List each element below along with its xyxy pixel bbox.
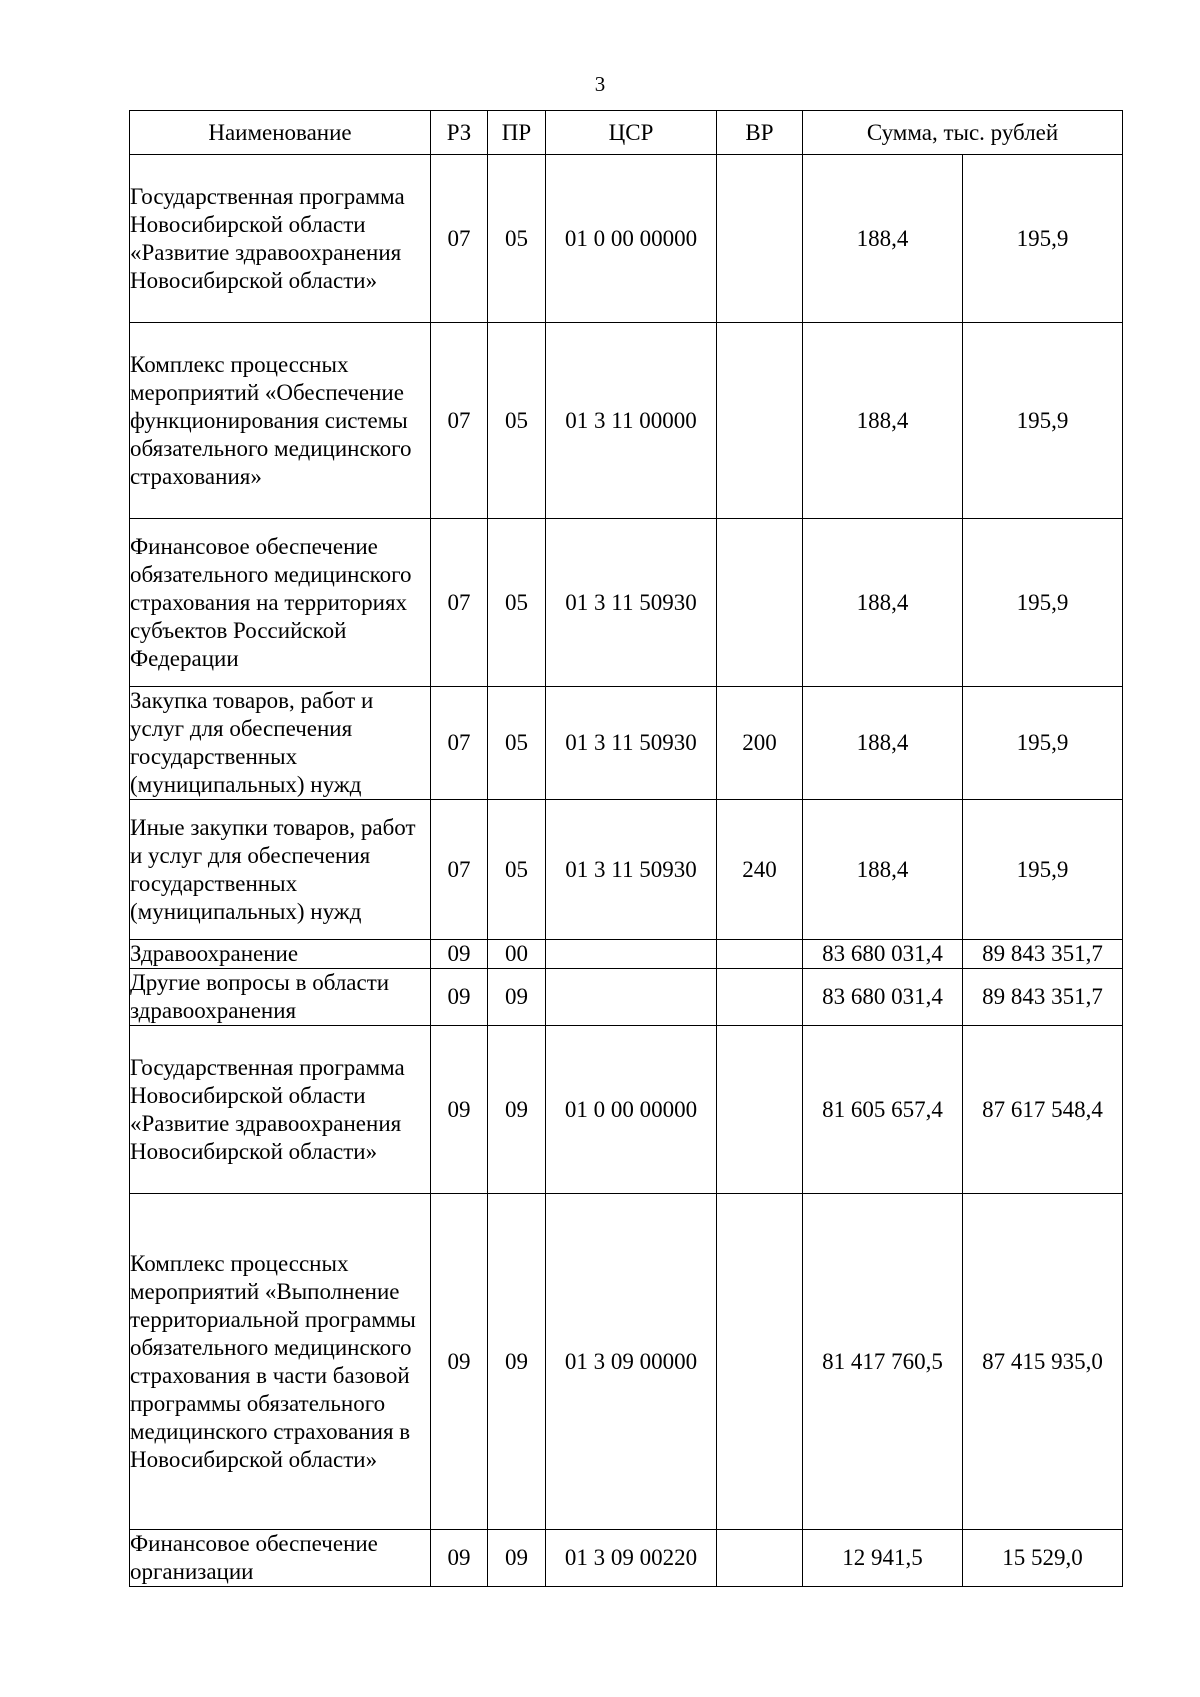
row-name: Государственная программа Новосибирской области «Развитие здравоохранения Новосибирской области»: [130, 155, 431, 323]
row-rz: 09: [431, 1194, 488, 1530]
row-sum-2: 195,9: [963, 687, 1123, 800]
row-rz: 07: [431, 519, 488, 687]
row-pr: 09: [488, 1026, 546, 1194]
row-vr: [717, 323, 803, 519]
row-rz: 07: [431, 800, 488, 940]
row-csr: 01 3 11 50930: [546, 519, 717, 687]
header-vr: ВР: [717, 111, 803, 155]
row-vr: [717, 940, 803, 969]
header-rz: РЗ: [431, 111, 488, 155]
row-pr: 05: [488, 519, 546, 687]
row-csr: 01 3 11 50930: [546, 687, 717, 800]
row-pr: 05: [488, 800, 546, 940]
row-pr: 09: [488, 1194, 546, 1530]
row-vr: [717, 1530, 803, 1587]
page-number: 3: [594, 72, 606, 96]
header-name: Наименование: [130, 111, 431, 155]
row-sum-2: 195,9: [963, 800, 1123, 940]
table-row: [130, 519, 1123, 687]
row-csr: 01 0 00 00000: [546, 1026, 717, 1194]
row-csr: 01 3 11 50930: [546, 800, 717, 940]
row-vr: [717, 969, 803, 1026]
header-pr: ПР: [488, 111, 546, 155]
row-pr: 09: [488, 1530, 546, 1587]
budget-table: [129, 110, 1123, 1587]
row-csr: 01 3 09 00220: [546, 1530, 717, 1587]
row-name: Иные закупки товаров, работ и услуг для обеспечения государственных (муниципальных) нужд: [130, 800, 431, 940]
row-sum-1: 188,4: [803, 687, 963, 800]
table-row: [130, 1026, 1123, 1194]
row-sum-1: 83 680 031,4: [803, 940, 963, 969]
row-sum-1: 188,4: [803, 323, 963, 519]
row-pr: 09: [488, 969, 546, 1026]
row-csr: [546, 940, 717, 969]
row-pr: 05: [488, 155, 546, 323]
row-csr: [546, 969, 717, 1026]
row-csr: 01 0 00 00000: [546, 155, 717, 323]
row-sum-2: 15 529,0: [963, 1530, 1123, 1587]
header-sum: Сумма, тыс. рублей: [803, 111, 1123, 155]
row-csr: 01 3 11 00000: [546, 323, 717, 519]
row-name: Другие вопросы в области здравоохранения: [130, 969, 431, 1026]
row-rz: 07: [431, 323, 488, 519]
row-sum-1: 188,4: [803, 800, 963, 940]
row-sum-2: 195,9: [963, 323, 1123, 519]
table-row: [130, 323, 1123, 519]
row-rz: 07: [431, 155, 488, 323]
row-name: Финансовое обеспечение обязательного медицинского страхования на территориях субъектов Российской Федерации: [130, 519, 431, 687]
table-row: [130, 940, 1123, 969]
row-sum-1: 188,4: [803, 155, 963, 323]
row-rz: 07: [431, 687, 488, 800]
row-vr: 200: [717, 687, 803, 800]
row-name: Комплекс процессных мероприятий «Обеспечение функционирования системы обязательного медицинского страхования»: [130, 323, 431, 519]
row-name: Закупка товаров, работ и услуг для обеспечения государственных (муниципальных) нужд: [130, 687, 431, 800]
row-name: Финансовое обеспечение организации: [130, 1530, 431, 1587]
row-vr: [717, 519, 803, 687]
row-sum-2: 87 617 548,4: [963, 1026, 1123, 1194]
row-name: Комплекс процессных мероприятий «Выполнение территориальной программы обязательного медицинского страхования в части базовой программы обязательного медицинского страхования в Новосибирской области»: [130, 1194, 431, 1530]
row-sum-2: 87 415 935,0: [963, 1194, 1123, 1530]
table-row: [130, 969, 1123, 1026]
row-sum-2: 195,9: [963, 519, 1123, 687]
row-sum-2: 89 843 351,7: [963, 969, 1123, 1026]
row-sum-2: 89 843 351,7: [963, 940, 1123, 969]
row-sum-2: 195,9: [963, 155, 1123, 323]
row-name: Государственная программа Новосибирской области «Развитие здравоохранения Новосибирской области»: [130, 1026, 431, 1194]
row-name: Здравоохранение: [130, 940, 431, 969]
row-sum-1: 81 605 657,4: [803, 1026, 963, 1194]
row-vr: [717, 155, 803, 323]
row-vr: [717, 1026, 803, 1194]
row-sum-1: 83 680 031,4: [803, 969, 963, 1026]
row-rz: 09: [431, 1026, 488, 1194]
row-sum-1: 12 941,5: [803, 1530, 963, 1587]
header-row: [130, 111, 1123, 155]
row-csr: 01 3 09 00000: [546, 1194, 717, 1530]
row-rz: 09: [431, 940, 488, 969]
row-rz: 09: [431, 1530, 488, 1587]
table-row: [130, 1530, 1123, 1587]
header-csr: ЦСР: [546, 111, 717, 155]
row-rz: 09: [431, 969, 488, 1026]
row-pr: 00: [488, 940, 546, 969]
row-sum-1: 188,4: [803, 519, 963, 687]
table-row: [130, 800, 1123, 940]
table-row: [130, 687, 1123, 800]
table-row: [130, 1194, 1123, 1530]
row-sum-1: 81 417 760,5: [803, 1194, 963, 1530]
row-vr: [717, 1194, 803, 1530]
row-pr: 05: [488, 687, 546, 800]
table-row: [130, 155, 1123, 323]
row-pr: 05: [488, 323, 546, 519]
row-vr: 240: [717, 800, 803, 940]
